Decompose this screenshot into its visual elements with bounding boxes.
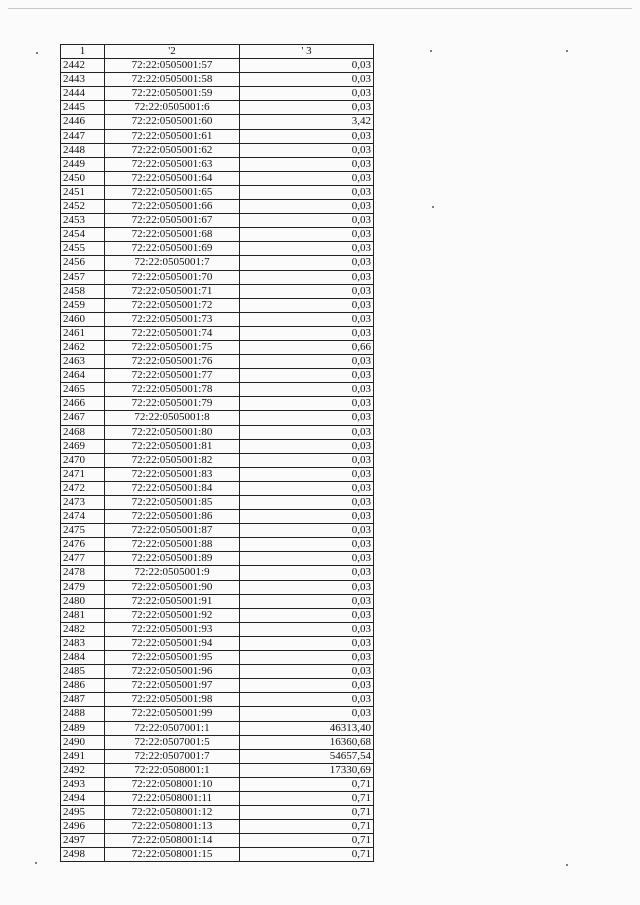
value-cell: 0,03: [240, 524, 374, 538]
cadastral-number-cell: 72:22:0505001:57: [105, 59, 240, 73]
cadastral-number-cell: 72:22:0505001:66: [105, 200, 240, 214]
cadastral-number-cell: 72:22:0508001:1: [105, 763, 240, 777]
scan-speck: [566, 864, 568, 866]
row-number-cell: 2483: [61, 636, 105, 650]
cadastral-number-cell: 72:22:0505001:71: [105, 284, 240, 298]
table-row: [61, 693, 374, 707]
row-number-cell: 2453: [61, 214, 105, 228]
row-number-cell: 2494: [61, 791, 105, 805]
table-row: [61, 566, 374, 580]
row-number-cell: 2480: [61, 594, 105, 608]
row-number-cell: 2493: [61, 777, 105, 791]
table-row: [61, 355, 374, 369]
scan-speck: [430, 50, 432, 52]
cadastral-number-cell: 72:22:0508001:11: [105, 791, 240, 805]
row-number-cell: 2455: [61, 242, 105, 256]
cadastral-number-cell: 72:22:0505001:70: [105, 270, 240, 284]
value-cell: 0,03: [240, 256, 374, 270]
value-cell: 0,71: [240, 834, 374, 848]
row-number-cell: 2456: [61, 256, 105, 270]
table-header-row: [61, 45, 374, 59]
table-row: [61, 284, 374, 298]
cadastral-number-cell: 72:22:0508001:15: [105, 848, 240, 862]
cadastral-number-cell: 72:22:0505001:65: [105, 185, 240, 199]
table-row: [61, 270, 374, 284]
value-cell: 0,03: [240, 284, 374, 298]
row-number-cell: 2449: [61, 157, 105, 171]
value-cell: 0,03: [240, 651, 374, 665]
row-number-cell: 2474: [61, 510, 105, 524]
row-number-cell: 2442: [61, 59, 105, 73]
value-cell: 0,71: [240, 820, 374, 834]
value-cell: 0,66: [240, 340, 374, 354]
table-row: [61, 228, 374, 242]
row-number-cell: 2447: [61, 129, 105, 143]
row-number-cell: 2464: [61, 369, 105, 383]
value-cell: 0,03: [240, 608, 374, 622]
row-number-cell: 2473: [61, 496, 105, 510]
table-row: [61, 749, 374, 763]
row-number-cell: 2491: [61, 749, 105, 763]
table-row: [61, 721, 374, 735]
value-cell: 0,03: [240, 439, 374, 453]
table-row: [61, 383, 374, 397]
cadastral-number-cell: 72:22:0505001:8: [105, 411, 240, 425]
table-row: [61, 143, 374, 157]
table-row: [61, 101, 374, 115]
table-row: [61, 777, 374, 791]
value-cell: 0,03: [240, 552, 374, 566]
cadastral-number-cell: 72:22:0505001:94: [105, 636, 240, 650]
cadastral-number-cell: 72:22:0508001:13: [105, 820, 240, 834]
row-number-cell: 2443: [61, 73, 105, 87]
row-number-cell: 2485: [61, 665, 105, 679]
value-cell: 17330,69: [240, 763, 374, 777]
table-row: [61, 214, 374, 228]
row-number-cell: 2448: [61, 143, 105, 157]
value-cell: 0,03: [240, 566, 374, 580]
cadastral-number-cell: 72:22:0505001:92: [105, 608, 240, 622]
table-body: [61, 59, 374, 862]
table-row: [61, 242, 374, 256]
row-number-cell: 2471: [61, 467, 105, 481]
cadastral-number-cell: 72:22:0507001:1: [105, 721, 240, 735]
table-row: [61, 636, 374, 650]
cadastral-number-cell: 72:22:0505001:6: [105, 101, 240, 115]
cadastral-number-cell: 72:22:0505001:91: [105, 594, 240, 608]
value-cell: 0,03: [240, 481, 374, 495]
cadastral-number-cell: 72:22:0505001:83: [105, 467, 240, 481]
value-cell: 0,71: [240, 848, 374, 862]
value-cell: 0,71: [240, 791, 374, 805]
row-number-cell: 2452: [61, 200, 105, 214]
cadastral-number-cell: 72:22:0505001:86: [105, 510, 240, 524]
cadastral-number-cell: 72:22:0505001:77: [105, 369, 240, 383]
row-number-cell: 2460: [61, 312, 105, 326]
table-row: [61, 453, 374, 467]
row-number-cell: 2454: [61, 228, 105, 242]
table-row: [61, 651, 374, 665]
value-cell: 0,03: [240, 538, 374, 552]
row-number-cell: 2477: [61, 552, 105, 566]
table-row: [61, 369, 374, 383]
value-cell: 0,03: [240, 200, 374, 214]
scan-speck: [432, 206, 434, 208]
cadastral-number-cell: 72:22:0505001:78: [105, 383, 240, 397]
cadastral-number-cell: 72:22:0505001:63: [105, 157, 240, 171]
value-cell: 0,03: [240, 411, 374, 425]
value-cell: 0,03: [240, 622, 374, 636]
cadastral-number-cell: 72:22:0505001:60: [105, 115, 240, 129]
cadastral-number-cell: 72:22:0505001:75: [105, 340, 240, 354]
table-row: [61, 411, 374, 425]
cadastral-number-cell: 72:22:0505001:79: [105, 397, 240, 411]
scan-speck: [36, 52, 38, 54]
value-cell: 0,03: [240, 59, 374, 73]
cadastral-number-cell: 72:22:0505001:69: [105, 242, 240, 256]
cadastral-number-cell: 72:22:0505001:68: [105, 228, 240, 242]
table-row: [61, 256, 374, 270]
value-cell: 0,03: [240, 214, 374, 228]
cadastral-number-cell: 72:22:0505001:72: [105, 298, 240, 312]
cadastral-number-cell: 72:22:0505001:99: [105, 707, 240, 721]
value-cell: 0,03: [240, 87, 374, 101]
row-number-cell: 2478: [61, 566, 105, 580]
value-cell: 0,03: [240, 101, 374, 115]
row-number-cell: 2476: [61, 538, 105, 552]
table-row: [61, 59, 374, 73]
value-cell: 3,42: [240, 115, 374, 129]
scan-speck: [35, 862, 37, 864]
cadastral-number-cell: 72:22:0507001:5: [105, 735, 240, 749]
table-row: [61, 326, 374, 340]
table-row: [61, 200, 374, 214]
value-cell: 0,03: [240, 510, 374, 524]
table-row: [61, 580, 374, 594]
row-number-cell: 2466: [61, 397, 105, 411]
row-number-cell: 2472: [61, 481, 105, 495]
value-cell: 0,71: [240, 777, 374, 791]
value-cell: 0,03: [240, 580, 374, 594]
row-number-cell: 2482: [61, 622, 105, 636]
value-cell: 0,03: [240, 496, 374, 510]
table-row: [61, 425, 374, 439]
value-cell: 0,03: [240, 679, 374, 693]
row-number-cell: 2497: [61, 834, 105, 848]
value-cell: 0,03: [240, 425, 374, 439]
table-row: [61, 806, 374, 820]
row-number-cell: 2498: [61, 848, 105, 862]
row-number-cell: 2445: [61, 101, 105, 115]
value-cell: 0,03: [240, 73, 374, 87]
cadastral-number-cell: 72:22:0505001:74: [105, 326, 240, 340]
row-number-cell: 2461: [61, 326, 105, 340]
cadastral-number-cell: 72:22:0505001:61: [105, 129, 240, 143]
value-cell: 0,03: [240, 693, 374, 707]
table-row: [61, 467, 374, 481]
cadastral-number-cell: 72:22:0505001:82: [105, 453, 240, 467]
value-cell: 0,03: [240, 453, 374, 467]
table-row: [61, 171, 374, 185]
cadastral-number-cell: 72:22:0505001:58: [105, 73, 240, 87]
row-number-cell: 2475: [61, 524, 105, 538]
row-number-cell: 2468: [61, 425, 105, 439]
table-row: [61, 510, 374, 524]
value-cell: 46313,40: [240, 721, 374, 735]
value-cell: 0,03: [240, 242, 374, 256]
row-number-cell: 2451: [61, 185, 105, 199]
row-number-cell: 2444: [61, 87, 105, 101]
column-header-value: ' 3: [240, 45, 374, 59]
cadastral-number-cell: 72:22:0505001:96: [105, 665, 240, 679]
cadastral-number-cell: 72:22:0505001:93: [105, 622, 240, 636]
table-row: [61, 185, 374, 199]
value-cell: 0,03: [240, 129, 374, 143]
row-number-cell: 2457: [61, 270, 105, 284]
row-number-cell: 2450: [61, 171, 105, 185]
value-cell: 0,03: [240, 298, 374, 312]
value-cell: 0,03: [240, 383, 374, 397]
row-number-cell: 2496: [61, 820, 105, 834]
cadastral-number-cell: 72:22:0505001:87: [105, 524, 240, 538]
value-cell: 0,03: [240, 707, 374, 721]
cadastral-number-cell: 72:22:0505001:85: [105, 496, 240, 510]
value-cell: 0,71: [240, 806, 374, 820]
cadastral-number-cell: 72:22:0505001:97: [105, 679, 240, 693]
table-row: [61, 524, 374, 538]
column-header-cadastral-number: '2: [105, 45, 240, 59]
page-top-edge: [8, 8, 632, 9]
value-cell: 0,03: [240, 369, 374, 383]
cadastral-number-cell: 72:22:0505001:81: [105, 439, 240, 453]
row-number-cell: 2479: [61, 580, 105, 594]
cadastral-number-cell: 72:22:0505001:62: [105, 143, 240, 157]
value-cell: 0,03: [240, 171, 374, 185]
table-row: [61, 552, 374, 566]
cadastral-number-cell: 72:22:0505001:95: [105, 651, 240, 665]
value-cell: 0,03: [240, 157, 374, 171]
cadastral-number-cell: 72:22:0505001:7: [105, 256, 240, 270]
row-number-cell: 2458: [61, 284, 105, 298]
cadastral-number-cell: 72:22:0505001:9: [105, 566, 240, 580]
value-cell: 0,03: [240, 185, 374, 199]
table-row: [61, 298, 374, 312]
table-row: [61, 763, 374, 777]
value-cell: 0,03: [240, 636, 374, 650]
cadastral-number-cell: 72:22:0507001:7: [105, 749, 240, 763]
value-cell: 16360,68: [240, 735, 374, 749]
table-row: [61, 157, 374, 171]
cadastral-number-cell: 72:22:0505001:90: [105, 580, 240, 594]
row-number-cell: 2463: [61, 355, 105, 369]
cadastral-number-cell: 72:22:0505001:88: [105, 538, 240, 552]
cadastral-number-cell: 72:22:0508001:12: [105, 806, 240, 820]
row-number-cell: 2486: [61, 679, 105, 693]
row-number-cell: 2446: [61, 115, 105, 129]
table-row: [61, 397, 374, 411]
row-number-cell: 2481: [61, 608, 105, 622]
row-number-cell: 2490: [61, 735, 105, 749]
row-number-cell: 2492: [61, 763, 105, 777]
table-row: [61, 129, 374, 143]
value-cell: 0,03: [240, 312, 374, 326]
table-row: [61, 312, 374, 326]
cadastral-number-cell: 72:22:0505001:67: [105, 214, 240, 228]
value-cell: 0,03: [240, 326, 374, 340]
row-number-cell: 2469: [61, 439, 105, 453]
row-number-cell: 2495: [61, 806, 105, 820]
value-cell: 54657,54: [240, 749, 374, 763]
table-row: [61, 679, 374, 693]
row-number-cell: 2467: [61, 411, 105, 425]
cadastral-number-cell: 72:22:0505001:73: [105, 312, 240, 326]
table-row: [61, 481, 374, 495]
table-row: [61, 439, 374, 453]
value-cell: 0,03: [240, 228, 374, 242]
cadastral-number-cell: 72:22:0505001:80: [105, 425, 240, 439]
row-number-cell: 2489: [61, 721, 105, 735]
row-number-cell: 2462: [61, 340, 105, 354]
row-number-cell: 2488: [61, 707, 105, 721]
cadastral-number-cell: 72:22:0505001:84: [105, 481, 240, 495]
row-number-cell: 2484: [61, 651, 105, 665]
cadastral-number-cell: 72:22:0505001:59: [105, 87, 240, 101]
scan-speck: [566, 50, 568, 52]
table-row: [61, 87, 374, 101]
table-row: [61, 73, 374, 87]
table-row: [61, 538, 374, 552]
value-cell: 0,03: [240, 467, 374, 481]
row-number-cell: 2465: [61, 383, 105, 397]
cadastral-number-cell: 72:22:0508001:10: [105, 777, 240, 791]
row-number-cell: 2470: [61, 453, 105, 467]
row-number-cell: 2459: [61, 298, 105, 312]
cadastral-number-cell: 72:22:0505001:89: [105, 552, 240, 566]
value-cell: 0,03: [240, 270, 374, 284]
table-row: [61, 665, 374, 679]
table-row: [61, 340, 374, 354]
cadastral-number-cell: 72:22:0508001:14: [105, 834, 240, 848]
cadastral-number-cell: 72:22:0505001:64: [105, 171, 240, 185]
table-row: [61, 608, 374, 622]
table-row: [61, 115, 374, 129]
table-row: [61, 848, 374, 862]
table-row: [61, 707, 374, 721]
row-number-cell: 2487: [61, 693, 105, 707]
table-row: [61, 622, 374, 636]
value-cell: 0,03: [240, 665, 374, 679]
table-row: [61, 594, 374, 608]
table-row: [61, 735, 374, 749]
table-row: [61, 791, 374, 805]
cadastral-number-cell: 72:22:0505001:76: [105, 355, 240, 369]
cadastral-number-cell: 72:22:0505001:98: [105, 693, 240, 707]
value-cell: 0,03: [240, 143, 374, 157]
value-cell: 0,03: [240, 397, 374, 411]
column-header-number: 1: [61, 45, 105, 59]
land-plot-table: [60, 44, 374, 862]
table-row: [61, 834, 374, 848]
value-cell: 0,03: [240, 355, 374, 369]
table-row: [61, 496, 374, 510]
table-row: [61, 820, 374, 834]
value-cell: 0,03: [240, 594, 374, 608]
